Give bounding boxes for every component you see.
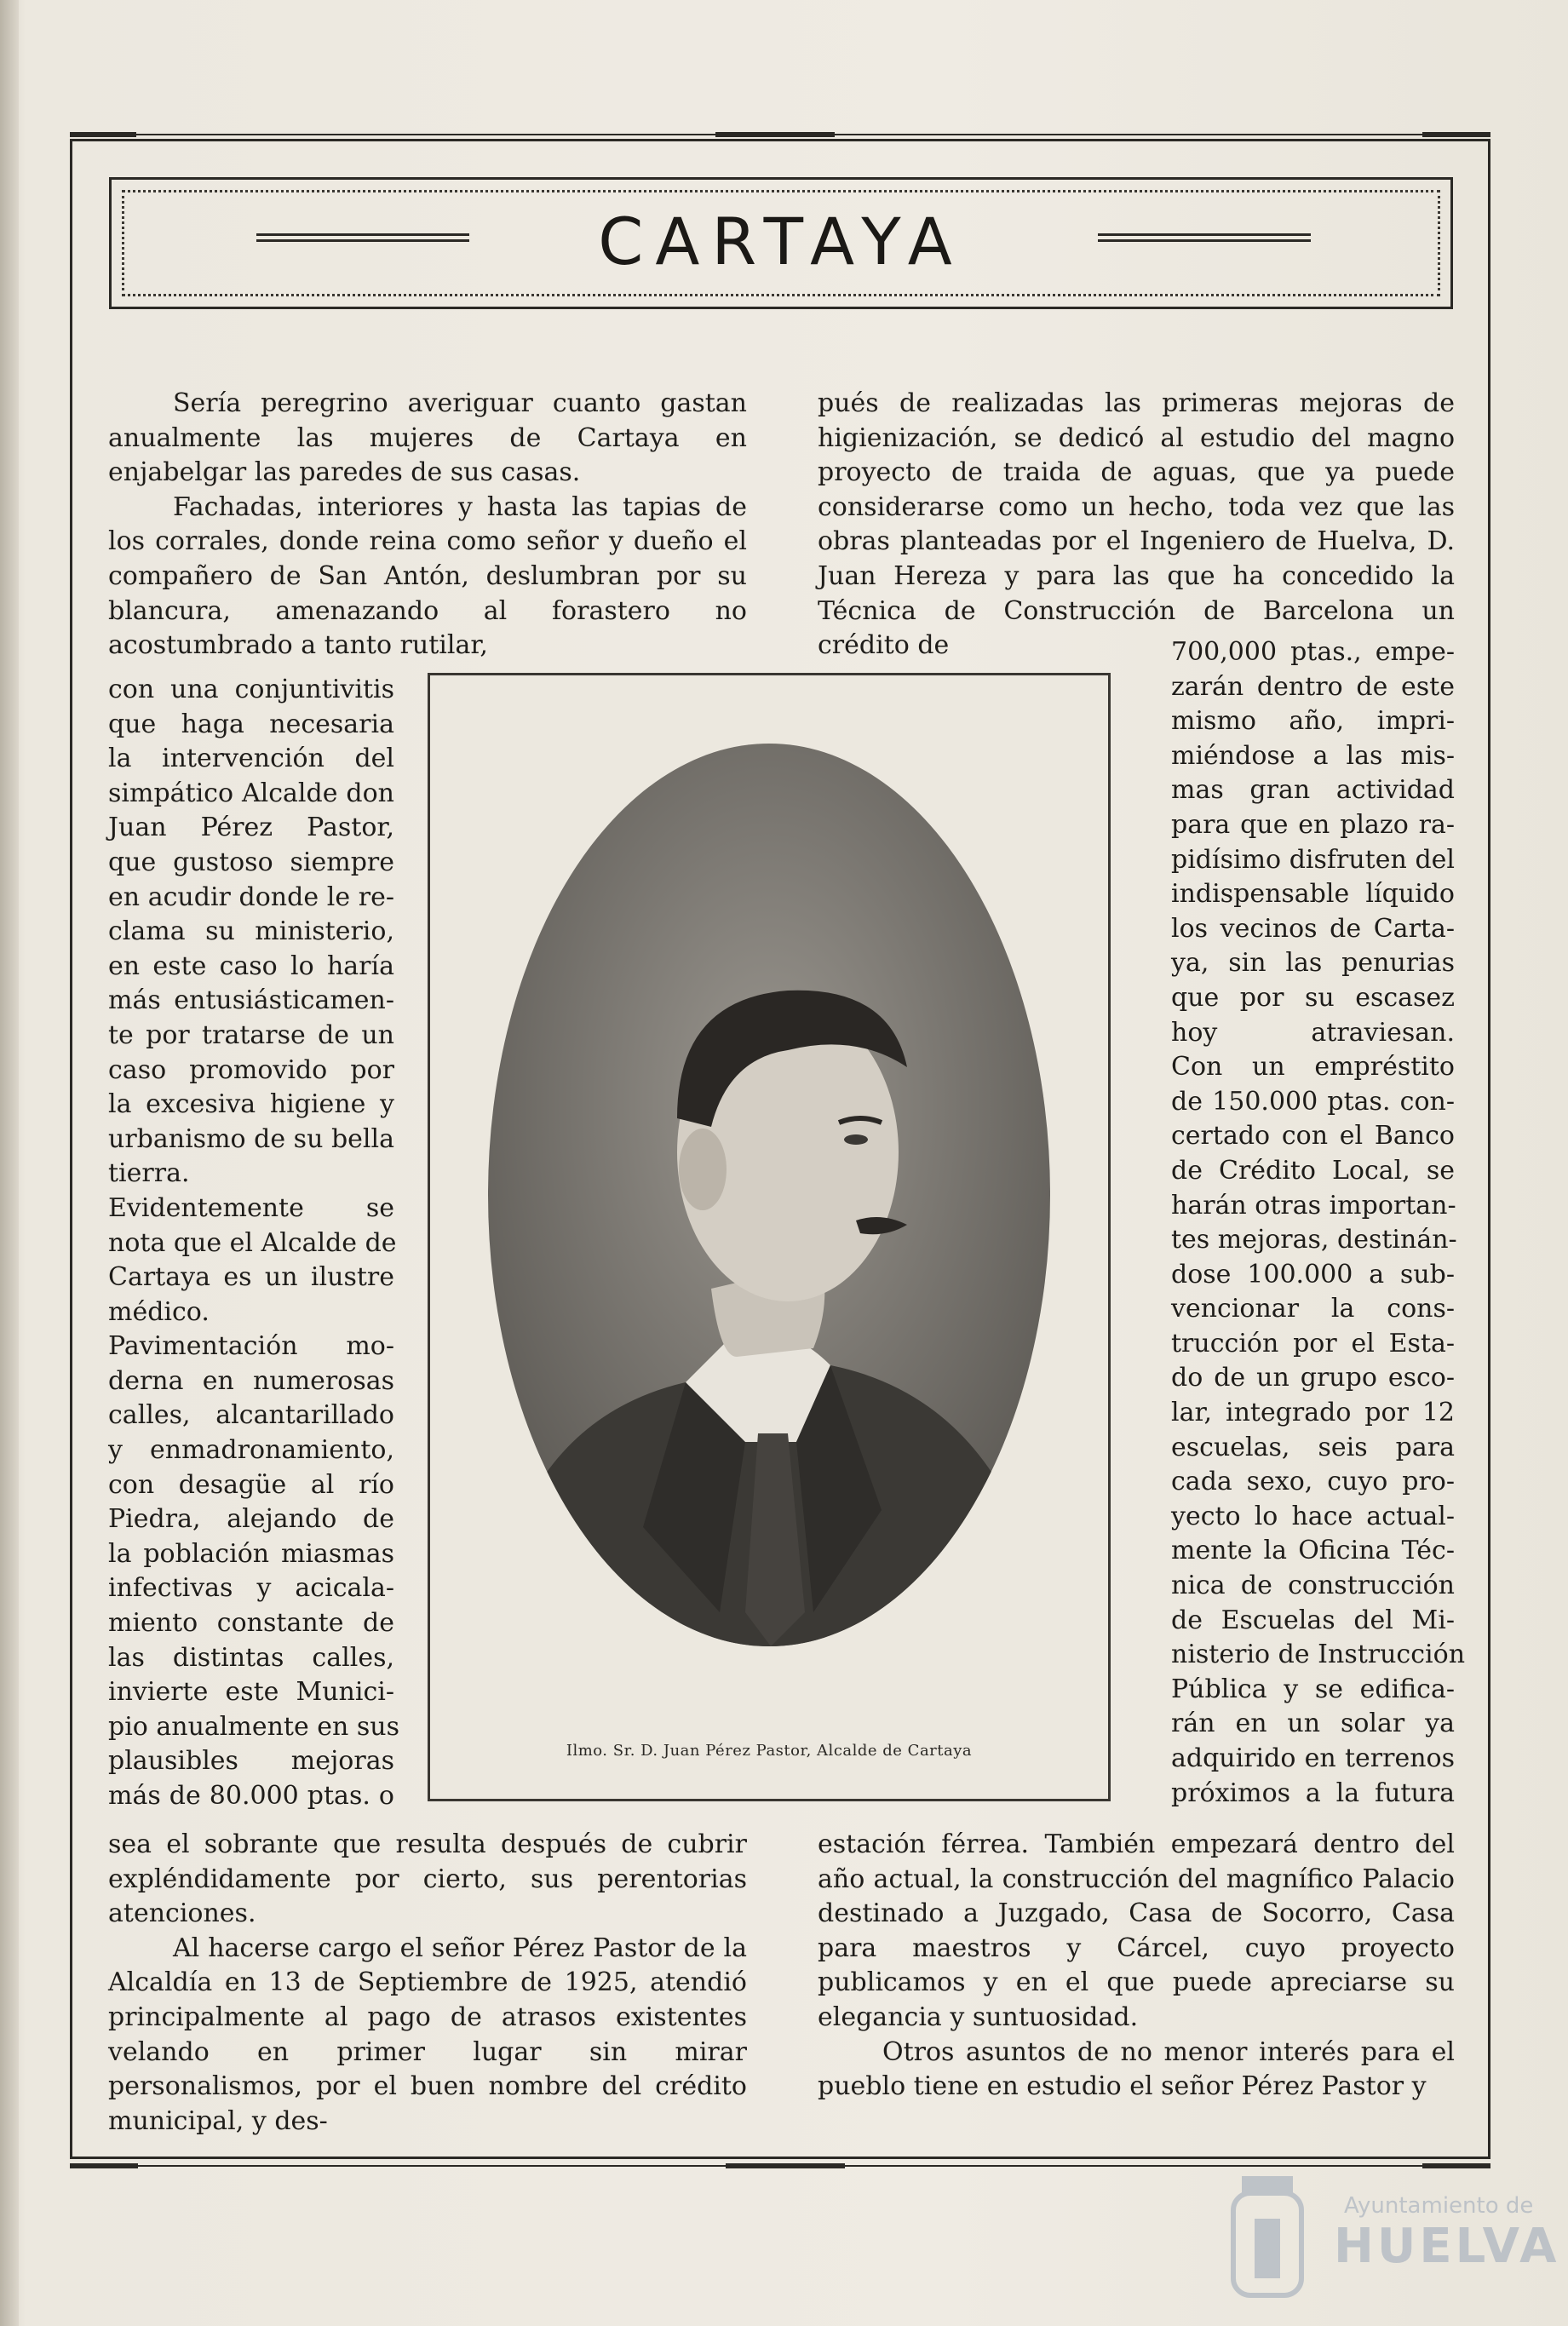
- text-line: indispensable líquido: [1171, 879, 1455, 910]
- text-line: tierra.: [108, 1158, 190, 1189]
- watermark-line-1: Ayuntamiento de: [1344, 2193, 1534, 2219]
- paragraph: sea el sobrante que resulta después de cubrir expléndidamente por cierto, sus perentorias atenciones.: [108, 1829, 747, 1929]
- text-line: que por su escasez: [1171, 982, 1455, 1013]
- title-box: [109, 177, 1453, 309]
- text-line: 700,000 ptas., empe-: [1171, 637, 1455, 667]
- paragraph: estación férrea. También empezará dentro del año actual, la construcción del magnífico Palacio destinado a Juzgado, Casa de Socorro, Casa para maestros y Cárcel, cuyo proyecto publicamos y en el que puede apreciarse su elegancia y suntuosidad.: [818, 1829, 1455, 2032]
- text-line: los vecinos de Carta-: [1171, 913, 1455, 944]
- right-column-bottom: [818, 1828, 1455, 2105]
- text-line: Pública y se edifica-: [1171, 1674, 1455, 1704]
- text-line: Piedra, alejando de: [108, 1504, 394, 1535]
- text-line: con una conjuntivitis: [108, 675, 394, 704]
- text-line: dose 100.000 a sub-: [1171, 1259, 1455, 1289]
- text-line: pidísimo disfruten del: [1171, 844, 1455, 875]
- text-line: escuelas, seis para: [1171, 1432, 1455, 1462]
- text-line: de Crédito Local, se: [1171, 1155, 1455, 1186]
- paragraph: Fachadas, interiores y hasta las tapias de los corrales, donde reina como señor y dueño el compañero de San Antón, deslumbran por su blancura, amenazando al forastero no acostumbrado a tanto rutilar,: [108, 491, 747, 661]
- text-line: ya, sin las penurias: [1171, 948, 1455, 979]
- bottom-rule-left: [70, 2163, 138, 2168]
- text-line: mismo año, impri-: [1171, 706, 1455, 737]
- right-column-top: [818, 387, 1455, 663]
- text-line: calles, alcantarillado: [108, 1400, 394, 1431]
- title-ornament-right: [1098, 233, 1311, 249]
- text-line: trucción por el Esta-: [1171, 1328, 1455, 1358]
- text-line: las distintas calles,: [108, 1642, 394, 1673]
- text-line: de Escuelas del Mi-: [1171, 1605, 1455, 1635]
- bottom-rule-mid: [138, 2165, 726, 2167]
- text-line: plausibles mejoras: [108, 1746, 394, 1777]
- text-line: clama su ministerio,: [108, 916, 394, 947]
- text-line: simpático Alcalde don: [108, 778, 394, 808]
- paragraph: pués de realizadas las primeras mejoras de higienización, se dedicó al estudio del magno proyecto de traida de aguas, que ya puede considerarse como un hecho, toda vez que las obras planteadas por el Ingeniero de Huelva, D. Juan Hereza y para las que ha concedido la Técnica de Construcción de Barcelona un crédito de: [818, 388, 1455, 661]
- text-line: lar, integrado por 12: [1171, 1398, 1455, 1428]
- top-rule-mid: [136, 134, 715, 135]
- paragraph: Otros asuntos de no menor interés para el pueblo tiene en estudio el señor Pérez Pastor y: [818, 2036, 1455, 2102]
- city-crest-icon: [1216, 2168, 1318, 2312]
- text-line: do de un grupo esco-: [1171, 1363, 1455, 1393]
- text-line: la excesiva higiene y: [108, 1089, 394, 1120]
- text-line: hoy atraviesan.: [1171, 1017, 1455, 1048]
- paragraph: Sería peregrino averiguar cuanto gastan anualmente las mujeres de Cartaya en enjabelgar las paredes de sus casas.: [108, 388, 747, 488]
- bottom-rule-center: [726, 2163, 845, 2168]
- portrait-photo: [430, 675, 1108, 1732]
- left-column-narrow: [108, 673, 399, 1814]
- text-line: que gustoso siempre: [108, 847, 394, 877]
- text-line: para que en plazo ra-: [1171, 809, 1455, 840]
- right-column-narrow: [1171, 635, 1466, 1811]
- text-line: médico.: [108, 1296, 210, 1327]
- text-line: zarán dentro de este: [1171, 671, 1455, 702]
- text-line: invierte este Munici-: [108, 1677, 394, 1708]
- text-line: vencionar la cons-: [1171, 1294, 1455, 1324]
- watermark-line-2: HUELVA: [1334, 2219, 1560, 2274]
- text-line: cada sexo, cuyo pro-: [1171, 1467, 1455, 1497]
- text-line: certado con el Banco: [1171, 1121, 1455, 1152]
- text-line: derna en numerosas: [108, 1365, 394, 1396]
- text-line: miento constante de: [108, 1608, 394, 1639]
- top-rule-left: [70, 132, 136, 137]
- left-column-top: [108, 387, 747, 663]
- text-line: nica de construcción: [1171, 1571, 1455, 1601]
- text-line: infectivas y acicala-: [108, 1573, 394, 1604]
- text-line: harán otras importan-: [1171, 1190, 1456, 1220]
- text-line: más de 80.000 ptas. o: [108, 1781, 394, 1811]
- text-line: Con un empréstito: [1171, 1052, 1455, 1083]
- page-spine-shadow: [0, 0, 19, 2326]
- text-line: urbanismo de su bella: [108, 1123, 394, 1154]
- text-line: nisterio de Instrucción: [1171, 1640, 1466, 1670]
- text-line: adquirido en terrenos: [1171, 1743, 1455, 1773]
- text-line: próximos a la futura: [1171, 1778, 1455, 1808]
- text-line: pio anualmente en sus: [108, 1711, 399, 1742]
- text-line: te por tratarse de un: [108, 1019, 394, 1050]
- text-line: la intervención del: [108, 744, 394, 774]
- paragraph: Al hacerse cargo el señor Pérez Pastor de la Alcaldía en 13 de Septiembre de 1925, atendió principalmente al pago de atrasos existentes velando en primer lugar sin mirar personalismos, por el buen nombre del crédito municipal, y des-: [108, 1933, 747, 2136]
- text-line: la población miasmas: [108, 1538, 394, 1569]
- text-line: tes mejoras, destinán-: [1171, 1225, 1457, 1255]
- portrait-frame: [428, 673, 1111, 1801]
- portrait-caption: Ilmo. Sr. D. Juan Pérez Pastor, Alcalde de Cartaya: [566, 1742, 973, 1760]
- text-line: Juan Pérez Pastor,: [108, 813, 394, 843]
- ayuntamiento-huelva-watermark: [1216, 2159, 1560, 2321]
- text-line: que haga necesaria: [108, 709, 394, 739]
- text-line: con desagüe al río: [108, 1469, 394, 1500]
- top-rule-center: [715, 132, 835, 137]
- text-line: mente la Oficina Téc-: [1171, 1536, 1455, 1566]
- text-line: Evidentemente se: [108, 1192, 394, 1223]
- text-line: en este caso lo haría: [108, 951, 394, 981]
- text-line: caso promovido por: [108, 1054, 394, 1085]
- top-rule-right: [1422, 132, 1490, 137]
- text-line: miéndose a las mis-: [1171, 740, 1455, 771]
- top-rule-mid2: [835, 134, 1422, 135]
- text-line: de 150.000 ptas. con-: [1171, 1086, 1455, 1117]
- text-line: más entusiásticamen-: [108, 985, 394, 1016]
- text-line: y enmadronamiento,: [108, 1435, 394, 1466]
- text-line: mas gran actividad: [1171, 775, 1455, 806]
- text-line: yecto lo hace actual-: [1171, 1501, 1455, 1531]
- text-line: nota que el Alcalde de: [108, 1227, 397, 1258]
- page-title: CARTAYA: [598, 204, 964, 279]
- text-line: rán en un solar ya: [1171, 1709, 1455, 1739]
- text-line: en acudir donde le re-: [108, 882, 394, 912]
- left-column-bottom: [108, 1828, 747, 2139]
- text-line: Cartaya es un ilustre: [108, 1262, 394, 1293]
- text-line: Pavimentación mo-: [108, 1331, 394, 1362]
